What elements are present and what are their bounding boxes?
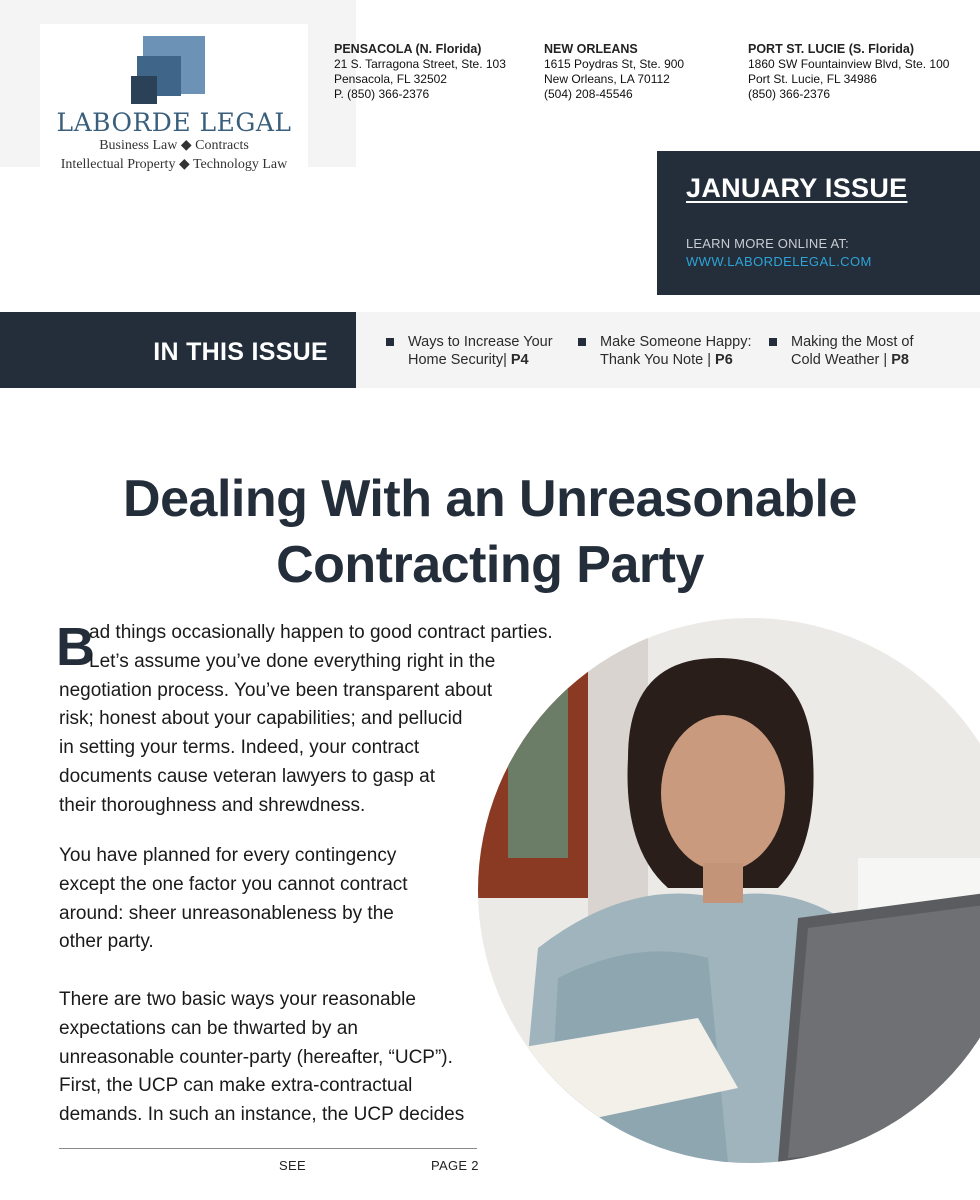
continued-page-link[interactable]: PAGE 2	[431, 1158, 479, 1173]
continued-see-label: SEE	[279, 1158, 306, 1173]
paragraph-line: their thoroughness and shrewdness.	[59, 794, 366, 816]
article-paragraph-3	[59, 986, 464, 1130]
paragraph-line: risk; honest about your capabilities; and pellucid	[59, 708, 463, 730]
toc-item-line-2: Home Security|	[408, 352, 507, 368]
toc-item-line-1: Ways to Increase Your	[408, 334, 553, 350]
logo-name: LABORDE LEGAL	[56, 108, 292, 137]
paragraph-line: in setting your terms. Indeed, your contract	[59, 737, 420, 759]
logo[interactable]	[40, 24, 308, 174]
article-headline	[0, 466, 980, 598]
toc-item-line-1: Making the Most of	[791, 334, 914, 350]
paragraph-line: except the one factor you cannot contract	[59, 873, 408, 895]
woman-at-laptop-illustration	[478, 618, 980, 1163]
office-city: Port St. Lucie, FL 34986	[748, 72, 877, 86]
website-link[interactable]: WWW.LABORDELEGAL.COM	[686, 254, 872, 269]
office-phone: P. (850) 366-2376	[334, 87, 430, 101]
paragraph-line: Let’s assume you’ve done everything right in the	[89, 650, 496, 672]
article-paragraph-2	[59, 842, 408, 957]
office-street: 1860 SW Fountainview Blvd, Ste. 100	[748, 57, 950, 71]
office-new-orleans	[544, 42, 684, 102]
issue-title: JANUARY ISSUE	[686, 173, 908, 203]
office-name: PORT ST. LUCIE (S. Florida)	[748, 42, 914, 56]
square-bullet-icon	[769, 338, 777, 346]
office-phone: (504) 208-45546	[544, 87, 633, 101]
paragraph-line: There are two basic ways your reasonable	[59, 989, 416, 1010]
headline-line-2: Contracting Party	[276, 536, 704, 594]
paragraph-line: unreasonable counter-party (hereafter, “UCP”).	[59, 1046, 453, 1068]
paragraph-line: expectations can be thwarted by an	[59, 1017, 358, 1039]
in-this-issue-label: IN THIS ISSUE	[0, 312, 356, 388]
paragraph-line: negotiation process. You’ve been transparent about	[59, 679, 493, 701]
square-bullet-icon	[386, 338, 394, 346]
learn-more-label: LEARN MORE ONLINE AT:	[686, 236, 849, 251]
paragraph-line: ad things occasionally happen to good contract parties.	[89, 622, 553, 643]
paragraph-line: demands. In such an instance, the UCP decides	[59, 1104, 465, 1126]
office-name: NEW ORLEANS	[544, 42, 638, 56]
paragraph-line: You have planned for every contingency	[59, 845, 397, 866]
article-paragraph-1	[59, 619, 553, 821]
toc-item-page: P8	[891, 352, 909, 368]
paragraph-line: First, the UCP can make extra-contractual	[59, 1075, 413, 1097]
toc-item-line-2: Thank You Note |	[600, 352, 711, 368]
office-street: 1615 Poydras St, Ste. 900	[544, 57, 685, 71]
issue-box	[657, 151, 980, 295]
toc-item-page: P6	[715, 352, 733, 368]
office-city: Pensacola, FL 32502	[334, 72, 447, 86]
headline-line-1: Dealing With an Unreasonable	[123, 470, 857, 528]
square-bullet-icon	[578, 338, 586, 346]
office-phone: (850) 366-2376	[748, 87, 831, 101]
toc-item-line-1: Make Someone Happy:	[600, 334, 752, 350]
logo-tagline-1: Business Law ◆ Contracts	[99, 138, 249, 153]
office-city: New Orleans, LA 70112	[544, 72, 670, 86]
office-pensacola	[334, 42, 506, 102]
footer-divider	[59, 1148, 477, 1149]
drop-cap: B	[56, 617, 95, 677]
toc-item-line-2: Cold Weather |	[791, 352, 888, 368]
logo-tagline-2: Intellectual Property ◆ Technology Law	[60, 157, 288, 172]
article-photo	[478, 618, 980, 1163]
office-street: 21 S. Tarragona Street, Ste. 103	[334, 57, 506, 71]
logo-squares-icon	[131, 36, 207, 104]
toc-item-page: P4	[510, 352, 529, 368]
paragraph-line: other party.	[59, 931, 154, 953]
office-name: PENSACOLA (N. Florida)	[334, 42, 482, 56]
office-port-st-lucie	[748, 42, 949, 102]
paragraph-line: around: sheer unreasonableness by the	[59, 902, 394, 924]
paragraph-line: documents cause veteran lawyers to gasp at	[59, 765, 435, 787]
